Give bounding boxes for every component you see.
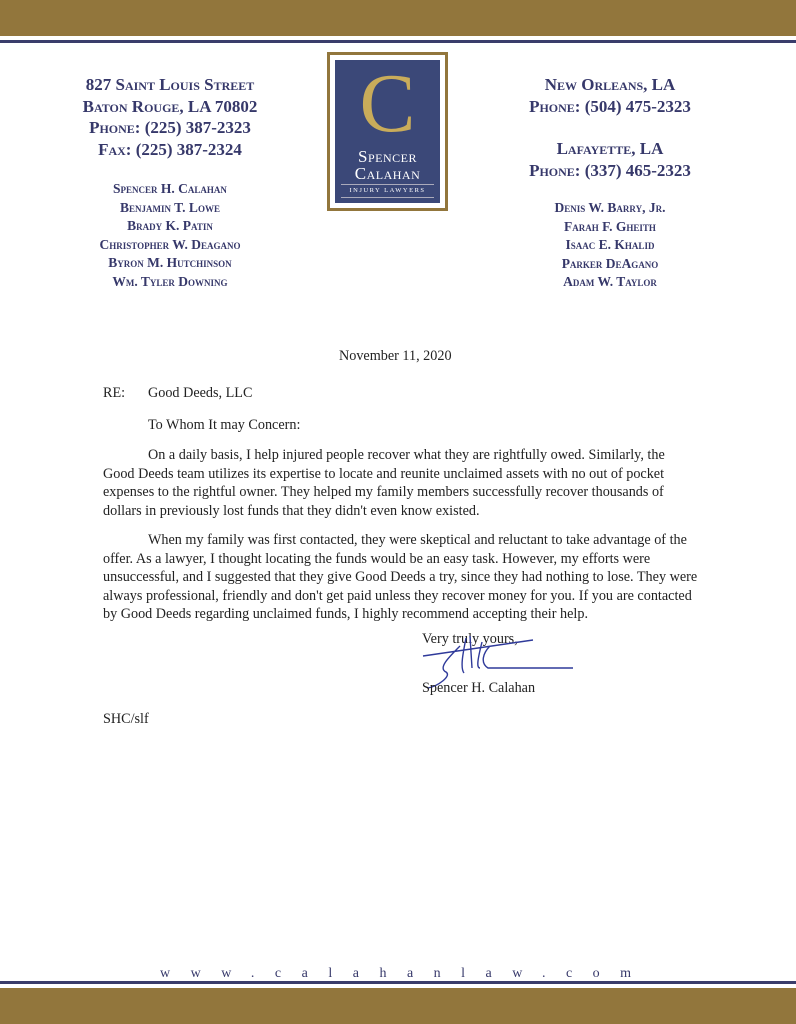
office-city: Lafayette, LA [556,139,664,158]
bottom-navy-rule [0,981,796,984]
right-attorney-list [510,199,710,292]
re-label: RE: [103,385,126,401]
phone: Phone: (504) 475-2323 [529,96,691,116]
attorney-name: Byron M. Hutchinson [108,255,232,271]
body-paragraph-1: On a daily basis, I help injured people recover what they are rightfully owed. Similarly, the Good Deeds team utilizes its expertise to locate and reunite unclaimed assets with no out of pocket expenses to the rightful owner. They helped my family members successfully recover thousands of dollars in previously lost funds that they didn't even know existed. [103,447,665,519]
logo-letter: C [359,60,416,150]
left-address-block [60,74,280,160]
top-navy-rule [0,40,796,43]
right-address-block [510,74,710,181]
attorney-name: Brady K. Patin [127,218,213,234]
logo-tagline: INJURY LAWYERS [341,184,434,198]
attorney-name: Benjamin T. Lowe [120,199,220,215]
signer-name: Spencer H. Calahan [422,680,536,696]
attorney-name: Christopher W. Deagano [99,236,241,252]
left-attorney-list [60,180,280,292]
phone: Phone: (337) 465-2323 [529,160,691,180]
fax: Fax: (225) 387-2324 [98,139,242,159]
attorney-name: Isaac E. Khalid [565,237,655,253]
attorney-name: Wm. Tyler Downing [112,273,228,289]
phone: Phone: (225) 387-2323 [89,118,251,137]
address-line: Baton Rouge, LA 70802 [82,96,258,116]
typist-initials: SHC/slf [103,711,149,727]
logo-name: Spencer Calahan [354,147,421,183]
office-city: New Orleans, LA [544,75,676,94]
salutation: To Whom It may Concern: [148,417,301,433]
attorney-name: Parker DeAgano [561,255,659,271]
bottom-gold-bar [0,988,796,1024]
body-paragraph-2: When my family was first contacted, they were skeptical and reluctant to take advantage of the offer. As a lawyer, I thought locating the funds would be an easy task. However, my efforts were unsuccessful, and I suggested that they give Good Deeds a try, since they had nothing to lose. They were always professional, friendly and don't get paid unless they recover money for you. If you are contacted by Good Deeds regarding unclaimed funds, I highly recommend accepting their help. [103,532,698,622]
firm-logo [327,52,448,211]
website-link[interactable]: www.calahanlaw.com [160,966,652,981]
letter-date: November 11, 2020 [339,348,452,364]
re-subject: Good Deeds, LLC [148,385,253,401]
closing: Very truly yours, [422,631,518,647]
attorney-name: Adam W. Taylor [563,274,657,290]
address-line: 827 Saint Louis Street [85,75,255,94]
attorney-name: Farah F. Gheith [564,218,656,234]
attorney-name: Denis W. Barry, Jr. [554,200,666,215]
top-gold-bar [0,0,796,36]
attorney-name: Spencer H. Calahan [113,181,227,196]
